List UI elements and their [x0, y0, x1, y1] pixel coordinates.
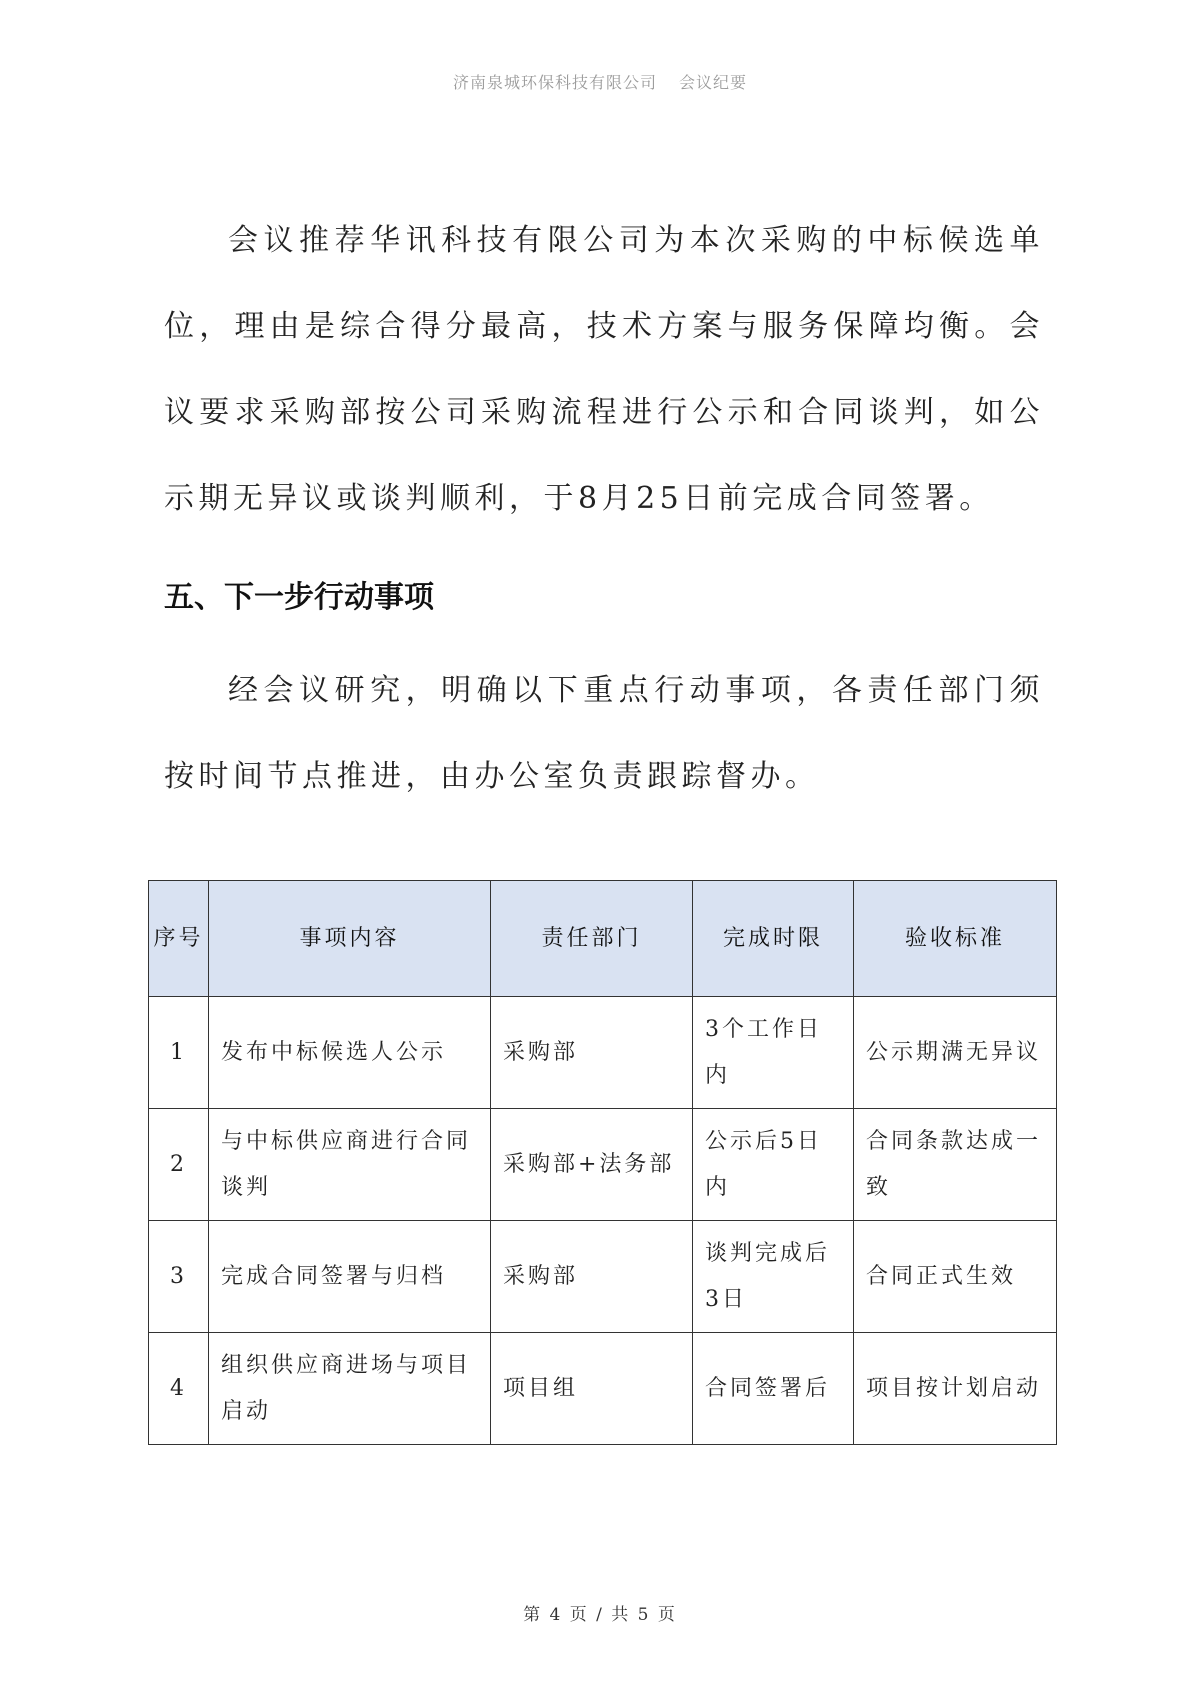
- cell-content: 与中标供应商进行合同谈判: [209, 1109, 491, 1221]
- cell-deadline: 3个工作日内: [693, 997, 854, 1109]
- table-header-row: [149, 881, 1057, 997]
- table-row: [149, 1221, 1057, 1333]
- cell-criteria: 公示期满无异议: [854, 997, 1057, 1109]
- header-deadline: 完成时限: [693, 881, 854, 997]
- cell-content: 发布中标候选人公示: [209, 997, 491, 1109]
- cell-deadline: 合同签署后: [693, 1333, 854, 1445]
- header-dept: 责任部门: [491, 881, 693, 997]
- cell-criteria: 合同正式生效: [854, 1221, 1057, 1333]
- page-header: [0, 70, 1200, 93]
- cell-dept: 采购部+法务部: [491, 1109, 693, 1221]
- header-company: 济南泉城环保科技有限公司: [452, 73, 657, 92]
- header-no: 序号: [149, 881, 209, 997]
- table-row: [149, 1109, 1057, 1221]
- header-criteria: 验收标准: [854, 881, 1057, 997]
- cell-no: 3: [149, 1221, 209, 1333]
- body-paragraph-recommendation: 会议推荐华讯科技有限公司为本次采购的中标候选单位，理由是综合得分最高，技术方案与服务保障均衡。会议要求采购部按公司采购流程进行公示和合同谈判，如公示期无异议或谈判顺利，于8月25日前完成合同签署。: [164, 223, 1044, 516]
- cell-no: 4: [149, 1333, 209, 1445]
- cell-dept: 采购部: [491, 1221, 693, 1333]
- cell-content: 组织供应商进场与项目启动: [209, 1333, 491, 1445]
- cell-dept: 项目组: [491, 1333, 693, 1445]
- cell-dept: 采购部: [491, 997, 693, 1109]
- cell-no: 1: [149, 997, 209, 1109]
- body-paragraph-actions-intro: 经会议研究，明确以下重点行动事项，各责任部门须按时间节点推进，由办公室负责跟踪督办。: [164, 673, 1044, 794]
- cell-content: 完成合同签署与归档: [209, 1221, 491, 1333]
- cell-no: 2: [149, 1109, 209, 1221]
- section-heading: 五、下一步行动事项: [164, 580, 434, 615]
- action-items-table: [148, 880, 1057, 1445]
- cell-deadline: 谈判完成后3日: [693, 1221, 854, 1333]
- header-content: 事项内容: [209, 881, 491, 997]
- cell-criteria: 项目按计划启动: [854, 1333, 1057, 1445]
- cell-deadline: 公示后5日内: [693, 1109, 854, 1221]
- page-number-footer: 第 4 页 / 共 5 页: [523, 1605, 677, 1625]
- table-row: [149, 1333, 1057, 1445]
- table-row: [149, 997, 1057, 1109]
- header-doc-type: 会议纪要: [679, 73, 748, 92]
- cell-criteria: 合同条款达成一致: [854, 1109, 1057, 1221]
